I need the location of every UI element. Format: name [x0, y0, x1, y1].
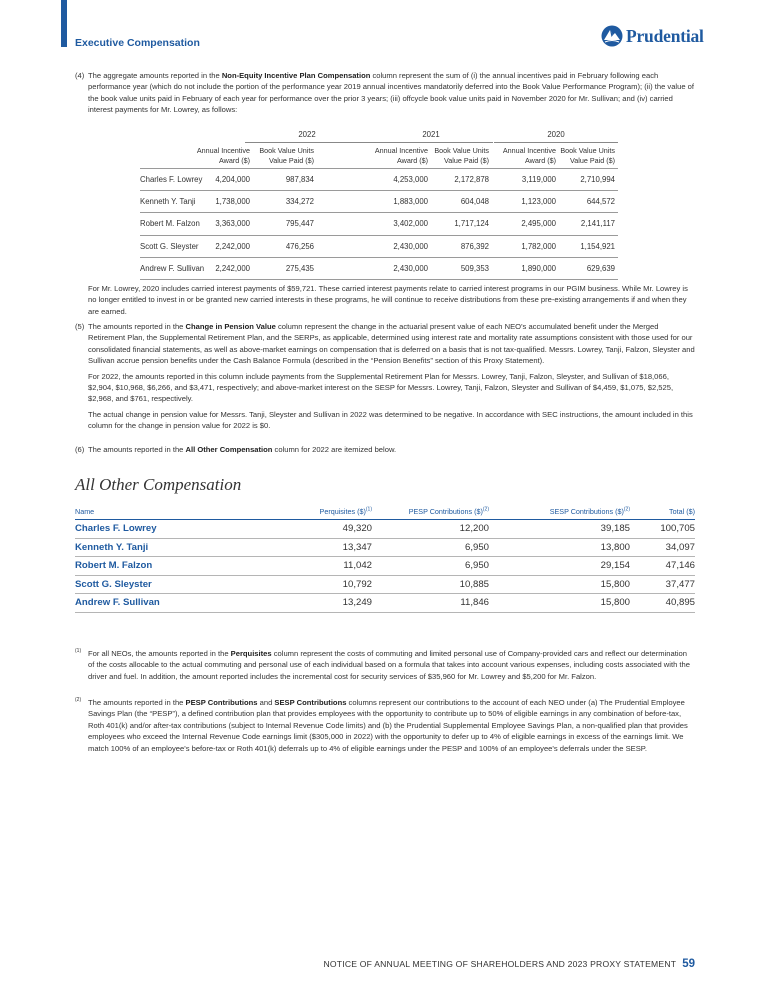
row-name: Kenneth Y. Tanji [140, 197, 196, 207]
note-1: (1) For all NEOs, the amounts reported in the Perquisites column represent the costs of commuting and limited personal use of Company-provided cars and reflect our determination of the costs allocable to the actual commuting and personal use of each individual based on a formula that takes into account various expenses, including costs associated with the driver and fuel. In addition, the amount reported includes the incremental cost for security services of $35,960 for Mr. Lowrey and $5,200 for Mr. Falzon. [75, 648, 695, 682]
table-header-row [75, 505, 695, 520]
cell-total: 40,895 [665, 597, 695, 609]
table-cell: 1,154,921 [580, 241, 615, 251]
sub-header: Book Value Units Value Paid ($) [259, 146, 314, 165]
table-row [75, 520, 695, 539]
footnote-4-text: The aggregate amounts reported in the Non-Equity Incentive Plan Compensation column represent the sum of (i) the annual incentives paid in February following each performance year (which do not include the portion of the performance year 2019 annual incentives mandatorily deferred into the Book Value Performance Program); (ii) the value of the book value units paid in February of each year for performance over the prior 3 years; (iii) offcycle book value units paid in November 2020 for Mr. Sullivan; and (iv) carried interest payments for Mr. Lowrey, as follows: [88, 71, 695, 115]
cell-sesp: 15,800 [600, 597, 630, 609]
table-cell: 1,123,000 [521, 197, 556, 207]
logo-text: Prudential [626, 25, 704, 46]
note-2: (2) The amounts reported in the PESP Contributions and SESP Contributions columns represent our contributions to the account of each NEO under (a) The Prudential Employee Savings Plan (the “PESP”), a defined contribution plan that provides employees with the opportunity to contribute up to 50% of eligible earnings in any combination of before-tax, Roth 401(k) and/or after-tax contributions (subject to Internal Revenue Code limits) and (b) the Prudential Supplemental Employee Savings Plan, a non-qualified plan that provides employees who exceed the Internal Revenue Code earnings limit ($305,000 in 2022) with the opportunity to defer up to 4% of eligible earnings in excess of the earnings limit. We match 100% of an employee's before-tax or Roth 401(k) deferrals up to 4% of eligible earnings under the PESP and 100% of an employee's deferrals under the SESP. [75, 697, 695, 754]
table-cell: 509,353 [460, 263, 489, 273]
sub-header: Annual Incentive Award ($) [374, 146, 428, 165]
table-row [140, 191, 618, 213]
footnote-number: (6) [75, 445, 85, 454]
year-header: 2022 [245, 130, 369, 143]
table-cell: 987,834 [285, 175, 314, 184]
prudential-logo [601, 25, 704, 47]
table-row [140, 258, 618, 280]
table-row [140, 236, 618, 258]
col-header-total: Total ($) [669, 507, 695, 516]
row-name: Andrew F. Sullivan [140, 263, 205, 273]
table-cell: 2,242,000 [215, 263, 250, 273]
footnote-6-text: The amounts reported in the All Other Compensation column for 2022 are itemized below. [88, 445, 397, 454]
table-cell: 4,253,000 [393, 175, 428, 184]
table-cell: 2,172,878 [454, 175, 489, 184]
table-cell: 1,890,000 [521, 263, 556, 273]
row-name: Kenneth Y. Tanji [75, 541, 149, 553]
row-name: Scott G. Sleyster [75, 578, 152, 590]
footnote-5-para-3: The actual change in pension value for Messrs. Tanji, Sleyster and Sullivan in 2022 was determined to be negative. In accordance with SEC instructions, the amount included in this column for the change in pension value for 2022 is $0. [88, 409, 693, 431]
row-name: Charles F. Lowrey [75, 523, 157, 534]
col-header-sesp: SESP Contributions ($)$^{(2)}$ [549, 506, 630, 516]
table-cell: 3,119,000 [521, 175, 556, 184]
table-cell: 604,048 [460, 197, 489, 207]
col-header-name: Name [75, 507, 95, 516]
nonequity-incentive-table [140, 130, 618, 280]
cell-pesp: 11,846 [460, 597, 489, 609]
table-cell: 1,738,000 [215, 197, 250, 207]
footnote-5 [75, 321, 695, 432]
cell-sesp: 29,154 [600, 560, 630, 572]
year-header: 2020 [494, 130, 618, 143]
table-cell: 2,141,117 [580, 219, 615, 229]
footnote-6 [75, 444, 695, 455]
table-row [75, 594, 695, 613]
cell-pesp: 6,950 [464, 541, 489, 553]
cell-perquisites: 11,042 [343, 560, 372, 572]
footnote-number: (4) [75, 71, 85, 80]
cell-perquisites: 13,249 [342, 597, 372, 609]
table-cell: 876,392 [460, 241, 489, 251]
table-row [75, 557, 695, 576]
row-name: Robert M. Falzon [75, 560, 153, 572]
sub-header: Annual Incentive Award ($) [502, 146, 556, 165]
sub-header-row [140, 146, 618, 168]
footnote-4-continued [75, 283, 695, 317]
cell-perquisites: 49,320 [342, 523, 372, 534]
cell-sesp: 39,185 [600, 523, 630, 534]
row-name: Robert M. Falzon [140, 219, 200, 229]
all-other-compensation-table [75, 505, 695, 613]
rock-logo-icon [601, 25, 623, 47]
cell-pesp: 10,885 [459, 578, 489, 590]
cell-pesp: 12,200 [459, 523, 489, 534]
sub-header: Annual Incentive Award ($) [196, 146, 250, 165]
table-cell: 3,363,000 [215, 219, 250, 229]
table-cell: 1,883,000 [393, 197, 428, 207]
row-name: Charles F. Lowrey [140, 175, 203, 184]
table-row [140, 168, 618, 191]
header-accent-bar [61, 0, 67, 47]
footnote-5-text: The amounts reported in the Change in Pension Value column represent the change in the actuarial present value of each NEO's accumulated benefit under the Merged Retirement Plan, the Supplemental Retirement Plan, and the SERPs, as applicable, determined using interest rate and mortality rate assumptions consistent with those used for our consolidated financial statements, as well as above-market earnings on compensation that is deferred on a basis that is not tax-qualified. Messrs. Lowrey, Tanji, Falzon, Sleyster and Sullivan accrue pension benefits under the Cash Balance Formula (described in the “Pension Benefits” section of this Proxy Statement). [88, 322, 695, 366]
year-header: 2021 [369, 130, 493, 143]
year-header-row [140, 130, 618, 141]
footnote-5-para-2: For 2022, the amounts reported in this column include payments from the Supplemental Retirement Plan for Messrs. Lowrey, Tanji, Falzon, Sleyster, and Sullivan of $18,066, $2,904, $10,968, $6,266, and $3,471, respectively; and above-market interest on the SESP for Messrs. Lowrey, Tanji, Falzon, Sleyster and Sullivan of $4,459, $1,075, $2,525, $2,968, and $761, respectively. [88, 371, 674, 404]
page-footer [324, 958, 695, 970]
cell-perquisites: 10,792 [342, 578, 372, 590]
section-title: Executive Compensation [75, 37, 200, 49]
cell-sesp: 13,800 [600, 541, 630, 553]
note-1-text: For all NEOs, the amounts reported in the Perquisites column represent the costs of commuting and limited personal use of Company-provided cars and reflect our determination of the costs allocable to the actual commuting and personal use of each individual based on a formula that takes into account various expenses, including costs associated with the driver and fuel. In addition, the amount reported includes the incremental cost for security services of $35,960 for Mr. Lowrey and $5,200 for Mr. Falzon. [88, 649, 690, 681]
page-number: 59 [682, 958, 695, 970]
sub-header: Book Value Units Value Paid ($) [434, 146, 489, 165]
cell-total: 37,477 [665, 578, 695, 590]
footer-title: NOTICE OF ANNUAL MEETING OF SHAREHOLDERS AND 2023 PROXY STATEMENT [323, 959, 677, 969]
table-row [140, 213, 618, 235]
cell-perquisites: 13,347 [342, 541, 372, 553]
table-cell: 1,782,000 [521, 241, 556, 251]
table-cell: 2,430,000 [393, 263, 428, 273]
table-cell: 2,430,000 [393, 241, 428, 251]
table-cell: 629,639 [586, 263, 615, 273]
table-row [75, 576, 695, 595]
cell-pesp: 6,950 [464, 560, 489, 572]
row-name: Andrew F. Sullivan [75, 597, 160, 609]
table-cell: 4,204,000 [215, 175, 250, 184]
table-cell: 2,495,000 [521, 219, 556, 229]
table-cell: 2,710,994 [580, 175, 615, 184]
table-cell: 3,402,000 [393, 219, 428, 229]
table-cell: 644,572 [586, 197, 615, 207]
footnote-4 [75, 70, 695, 116]
footnote-number: (5) [75, 322, 85, 331]
col-header-pesp: PESP Contributions ($)$^{(2)}$ [408, 506, 489, 516]
cell-sesp: 15,800 [600, 578, 630, 590]
all-other-compensation-body [75, 520, 695, 613]
all-other-compensation-heading: All Other Compensation [75, 475, 242, 494]
sub-header: Book Value Units Value Paid ($) [560, 146, 615, 165]
row-name: Scott G. Sleyster [140, 241, 199, 251]
table-cell: 334,272 [285, 197, 314, 207]
col-header-perquisites: Perquisites ($)$^{(1)}$ [319, 506, 372, 516]
cell-total: 34,097 [665, 541, 695, 553]
cell-total: 47,146 [665, 560, 695, 572]
note-2-text: The amounts reported in the PESP Contributions and SESP Contributions columns represent our contributions to the account of each NEO under (a) The Prudential Employee Savings Plan (the “PESP”), a defined contribution plan that provides employees with the opportunity to contribute up to 50% of eligible earnings in any combination of before-tax, Roth 401(k) and/or after-tax contributions (subject to Internal Revenue Code limits) and (b) the Prudential Supplemental Employee Savings Plan, a non-qualified plan that provides employees who exceed the Internal Revenue Code earnings limit ($305,000 in 2022) with the opportunity to defer up to 4% of eligible earnings in excess of the earnings limit. We match 100% of an employee's before-tax or Roth 401(k) deferrals up to 4% of eligible earnings under the PESP and 100% of an employee's deferrals under the SESP. [88, 698, 688, 753]
cell-total: 100,705 [660, 523, 695, 534]
nonequity-table-body [140, 168, 618, 280]
table-cell: 1,717,124 [454, 219, 489, 229]
table-row [75, 539, 695, 558]
table-cell: 795,447 [285, 219, 314, 229]
carried-interest-note: For Mr. Lowrey, 2020 includes carried interest payments of $59,721. These carried interest payments relate to carried interest programs in our PGIM business. While Mr. Lowrey is no longer entitled to invest in or be granted new carried interests in these programs, he will continue to receive distributions from these pre-existing arrangements if and when they are earned. [88, 284, 688, 316]
table-cell: 2,242,000 [215, 241, 250, 251]
table-cell: 275,435 [285, 263, 314, 273]
table-cell: 476,256 [285, 241, 314, 251]
